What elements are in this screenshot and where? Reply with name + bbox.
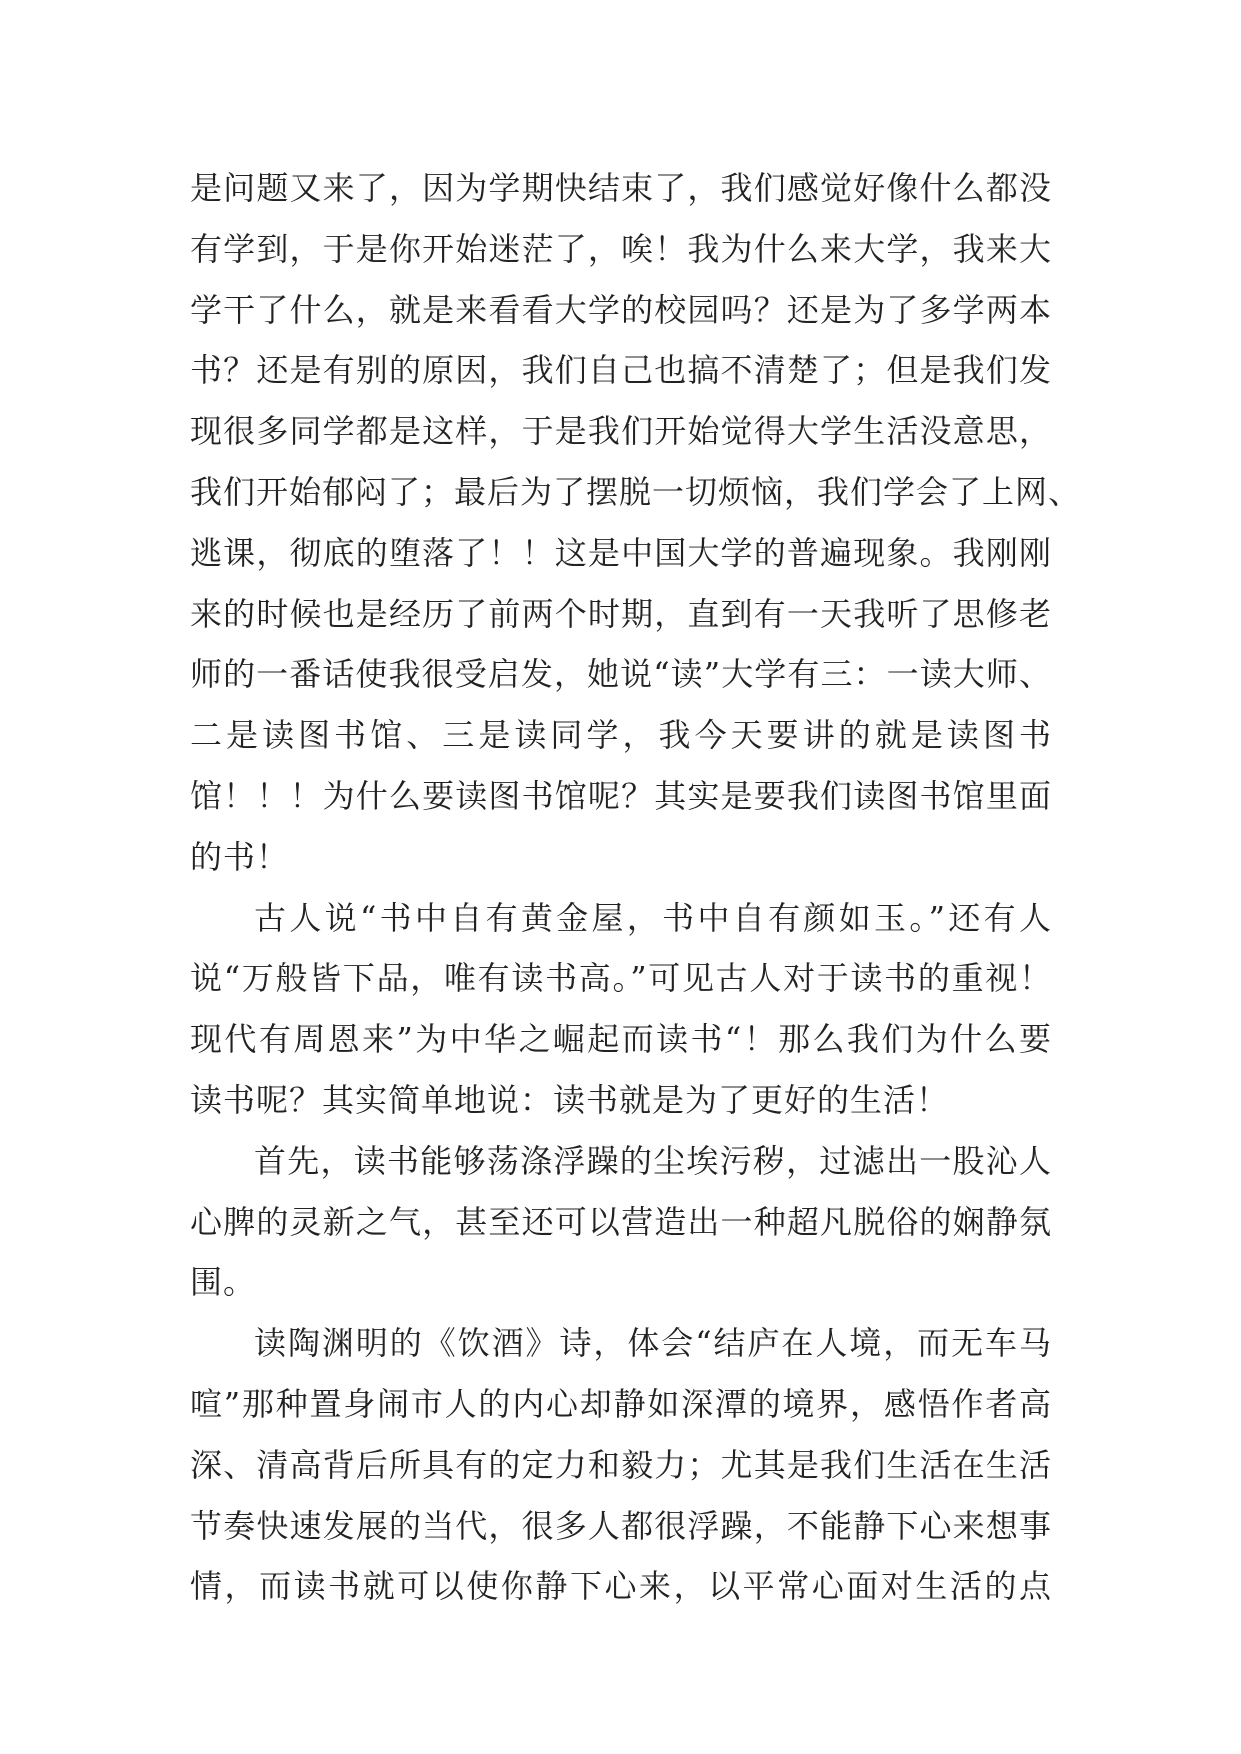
text-line: 书？还是有别的原因，我们自己也搞不清楚了；但是我们发 [190, 351, 1052, 390]
text-line: 现很多同学都是这样，于是我们开始觉得大学生活没意思， [190, 412, 1052, 451]
text-line: 情，而读书就可以使你静下心来，以平常心面对生活的点 [190, 1567, 1052, 1606]
text-line: 的书！ [190, 837, 290, 876]
text-line: 围。 [190, 1263, 257, 1302]
text-line: 心脾的灵新之气，甚至还可以营造出一种超凡脱俗的娴静氛 [190, 1202, 1052, 1241]
text-line: 有学到，于是你开始迷茫了，唉！我为什么来大学，我来大 [190, 229, 1052, 268]
text-line: 我们开始郁闷了；最后为了摆脱一切烦恼，我们学会了上网、 [190, 472, 1082, 511]
text-line: 说“万般皆下品，唯有读书高。”可见古人对于读书的重视！ [190, 959, 1052, 998]
text-line: 节奏快速发展的当代，很多人都很浮躁，不能静下心来想事 [190, 1506, 1052, 1545]
paragraph [190, 1313, 1052, 1617]
text-line: 古人说“书中自有黄金屋，书中自有颜如玉。”还有人 [254, 898, 1052, 937]
text-line: 师的一番话使我很受启发，她说“读”大学有三：一读大师、 [190, 655, 1052, 694]
text-line: 现代有周恩来”为中华之崛起而读书“！那么我们为什么要 [190, 1020, 1052, 1059]
text-line: 馆！！！为什么要读图书馆呢？其实是要我们读图书馆里面 [190, 776, 1052, 815]
text-line: 学干了什么，就是来看看大学的校园吗？还是为了多学两本 [190, 290, 1052, 329]
text-line: 深、清高背后所具有的定力和毅力；尤其是我们生活在生活 [190, 1445, 1052, 1484]
paragraph [190, 1131, 1052, 1313]
paragraph [190, 888, 1052, 1131]
body-text [190, 158, 1082, 1617]
text-line: 读陶渊明的《饮酒》诗，体会“结庐在人境，而无车马 [254, 1324, 1052, 1363]
text-line: 二是读图书馆、三是读同学，我今天要讲的就是读图书 [190, 716, 1052, 755]
text-line: 逃课，彻底的堕落了！！这是中国大学的普遍现象。我刚刚 [190, 533, 1052, 572]
text-line: 首先，读书能够荡涤浮躁的尘埃污秽，过滤出一股沁人 [254, 1141, 1052, 1180]
text-line: 来的时候也是经历了前两个时期，直到有一天我听了思修老 [190, 594, 1052, 633]
text-line: 读书呢？其实简单地说：读书就是为了更好的生活！ [190, 1080, 950, 1119]
text-line: 喧”那种置身闹市人的内心却静如深潭的境界，感悟作者高 [190, 1384, 1052, 1423]
paragraph [190, 158, 1082, 888]
text-line: 是问题又来了，因为学期快结束了，我们感觉好像什么都没 [190, 169, 1052, 207]
